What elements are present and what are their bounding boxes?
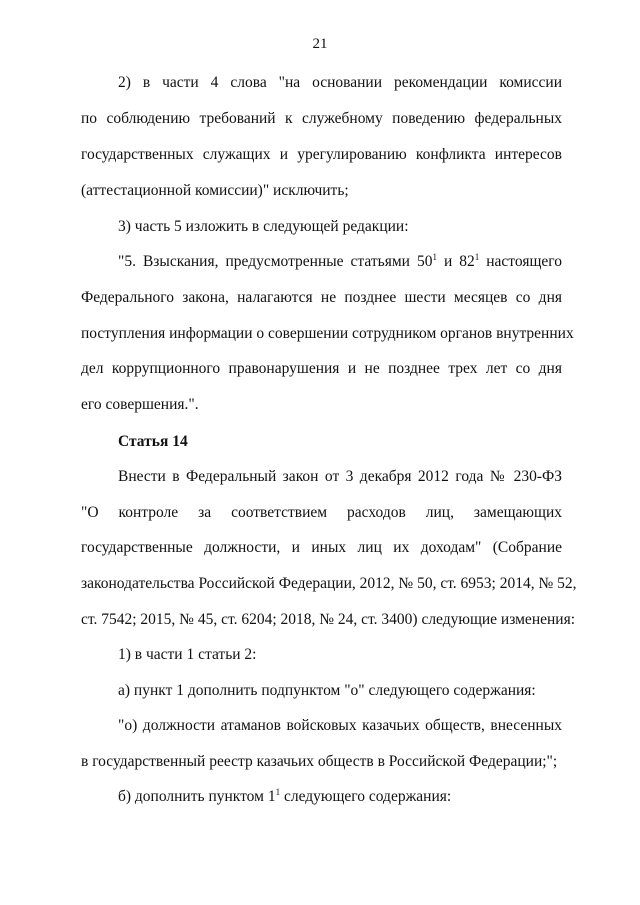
superscript: 1	[275, 787, 281, 797]
paragraph-line: (аттестационной комиссии)" исключить;	[81, 182, 349, 199]
paragraph-line: 3) часть 5 изложить в следующей редакции:	[118, 218, 409, 235]
paragraph-line: 1) в части 1 статьи 2:	[118, 646, 257, 663]
paragraph-line: "о) должности атаманов войсковых казачьих обществ, внесенных	[118, 717, 562, 734]
paragraph-line: государственных служащих и урегулированию конфликта интересов	[81, 146, 562, 163]
paragraph-line: законодательства Российской Федерации, 2012, № 50, ст. 6953; 2014, № 52,	[81, 575, 577, 592]
paragraph-line: "О контроле за соответствием расходов лиц, замещающих	[81, 504, 562, 521]
page-number: 21	[312, 36, 328, 52]
text-span: "5. Взыскания, предусмотренные статьями 50	[118, 253, 433, 270]
paragraph-line	[118, 786, 562, 808]
paragraph-line: Федерального закона, налагаются не позднее шести месяцев со дня	[81, 289, 562, 306]
text-span: б) дополнить пунктом 1	[118, 788, 276, 805]
paragraph-line: Внести в Федеральный закон от 3 декабря 2012 года № 230-ФЗ	[118, 468, 562, 485]
paragraph-line: 2) в части 4 слова "на основании рекомендации комиссии	[118, 74, 562, 91]
text-span: и 82	[436, 253, 475, 270]
paragraph-line: дел коррупционного правонарушения и не позднее трех лет со дня	[81, 360, 562, 377]
paragraph-line: ст. 7542; 2015, № 45, ст. 6204; 2018, № 24, ст. 3400) следующие изменения:	[81, 611, 576, 628]
paragraph-line: поступления информации о совершении сотрудником органов внутренних	[81, 325, 574, 342]
paragraph-line: государственные должности, и иных лиц их доходам" (Собрание	[81, 539, 562, 556]
superscript: 1	[432, 252, 437, 262]
article-heading: Статья 14	[118, 433, 188, 450]
paragraph-line: а) пункт 1 дополнить подпунктом "о" следующего содержания:	[118, 682, 536, 699]
text-span: настоящего	[479, 253, 562, 270]
paragraph-line: по соблюдению требований к служебному поведению федеральных	[81, 110, 562, 127]
paragraph-line: в государственный реестр казачьих обществ в Российской Федерации;";	[81, 753, 558, 770]
paragraph-line	[118, 251, 562, 273]
superscript: 1	[474, 252, 480, 262]
paragraph-line: его совершения.".	[81, 396, 199, 413]
text-span: следующего содержания:	[280, 788, 452, 805]
